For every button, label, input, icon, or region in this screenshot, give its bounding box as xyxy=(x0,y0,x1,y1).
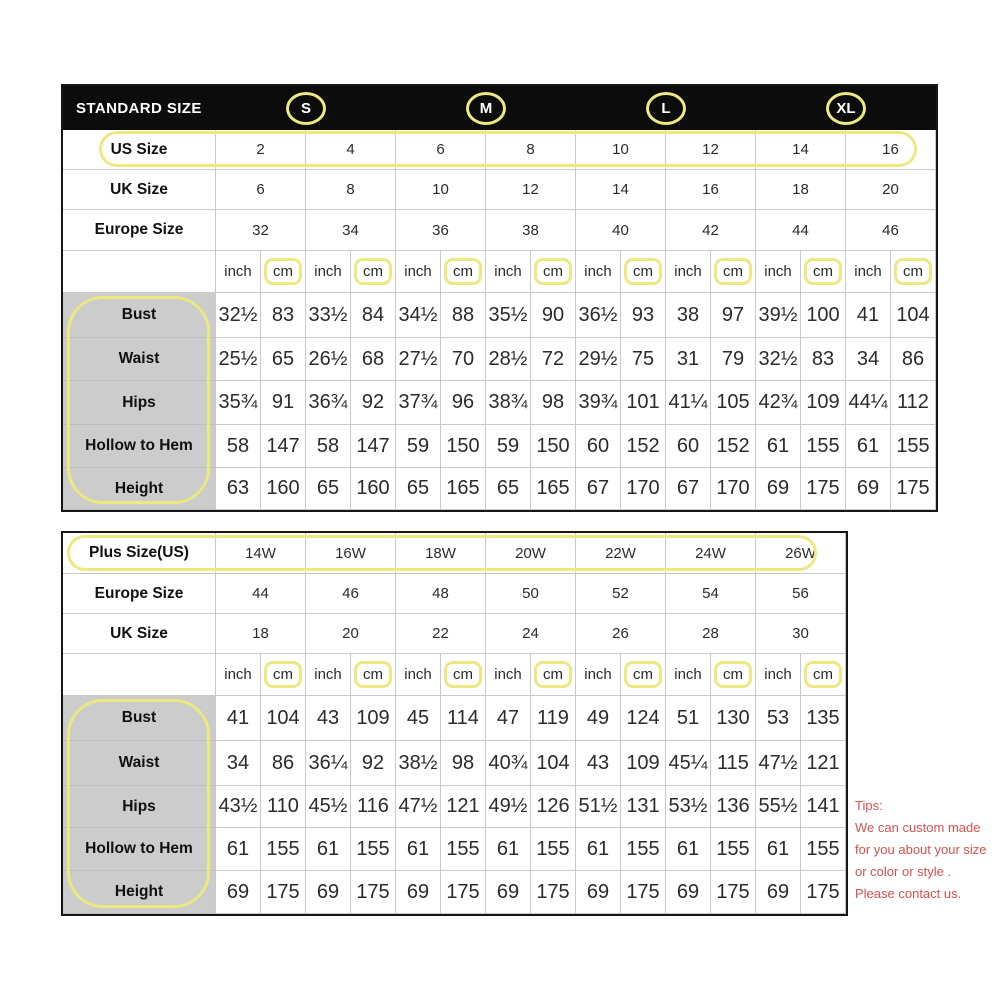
measure-cm-cell: 126 xyxy=(531,786,576,828)
unit-cm-cell xyxy=(621,251,666,293)
cm-highlight-ring: cm xyxy=(264,661,302,688)
unit-cm-cell xyxy=(531,654,576,696)
measure-inch-cell: 69 xyxy=(666,871,711,914)
measure-cm-cell: 92 xyxy=(351,381,396,425)
measure-cm-cell: 175 xyxy=(801,871,846,914)
measure-inch-cell: 67 xyxy=(666,468,711,510)
unit-inch-cell: inch xyxy=(576,251,621,293)
measure-cm-cell: 152 xyxy=(711,425,756,468)
unit-row-blank-cell xyxy=(63,251,216,293)
measure-cm-cell: 109 xyxy=(621,741,666,786)
measure-inch-cell: 61 xyxy=(216,828,261,871)
measure-cm-cell: 104 xyxy=(891,293,936,338)
measure-cm-cell: 86 xyxy=(891,338,936,381)
measure-inch-cell: 38¾ xyxy=(486,381,531,425)
measure-cm-cell: 97 xyxy=(711,293,756,338)
measure-inch-cell: 69 xyxy=(216,871,261,914)
unit-inch-cell: inch xyxy=(666,654,711,696)
measure-cm-cell: 70 xyxy=(441,338,486,381)
measure-inch-cell: 34 xyxy=(846,338,891,381)
measure-cm-cell: 175 xyxy=(621,871,666,914)
row-label-height: Height xyxy=(63,468,216,510)
size-value-cell: 8 xyxy=(306,170,396,210)
measure-inch-cell: 33½ xyxy=(306,293,351,338)
size-value-cell: 46 xyxy=(846,210,936,251)
row-label-hips: Hips xyxy=(63,786,216,828)
size-value-cell: 46 xyxy=(306,574,396,614)
measure-cm-cell: 90 xyxy=(531,293,576,338)
size-value-cell: 16 xyxy=(846,130,936,170)
measure-inch-cell: 47 xyxy=(486,696,531,741)
measure-inch-cell: 39¾ xyxy=(576,381,621,425)
measure-inch-cell: 42¾ xyxy=(756,381,801,425)
measure-cm-cell: 152 xyxy=(621,425,666,468)
measure-cm-cell: 165 xyxy=(441,468,486,510)
measure-cm-cell: 84 xyxy=(351,293,396,338)
measure-inch-cell: 43 xyxy=(576,741,621,786)
measure-cm-cell: 96 xyxy=(441,381,486,425)
measure-inch-cell: 32½ xyxy=(216,293,261,338)
measure-inch-cell: 37¾ xyxy=(396,381,441,425)
measure-cm-cell: 155 xyxy=(261,828,306,871)
size-group-cell-l xyxy=(576,86,756,130)
size-value-cell: 22W xyxy=(576,533,666,574)
unit-inch-cell: inch xyxy=(756,251,801,293)
measure-cm-cell: 110 xyxy=(261,786,306,828)
measure-inch-cell: 59 xyxy=(396,425,441,468)
measure-inch-cell: 47½ xyxy=(756,741,801,786)
measure-cm-cell: 79 xyxy=(711,338,756,381)
measure-cm-cell: 86 xyxy=(261,741,306,786)
measure-inch-cell: 61 xyxy=(846,425,891,468)
row-label-uk-size: UK Size xyxy=(63,170,216,210)
measure-inch-cell: 28½ xyxy=(486,338,531,381)
unit-cm-cell xyxy=(711,654,756,696)
measure-cm-cell: 165 xyxy=(531,468,576,510)
size-value-cell: 16 xyxy=(666,170,756,210)
measure-cm-cell: 83 xyxy=(261,293,306,338)
measure-inch-cell: 38 xyxy=(666,293,711,338)
measure-inch-cell: 69 xyxy=(396,871,441,914)
size-value-cell: 44 xyxy=(216,574,306,614)
measure-inch-cell: 55½ xyxy=(756,786,801,828)
measure-cm-cell: 170 xyxy=(711,468,756,510)
measure-cm-cell: 147 xyxy=(351,425,396,468)
tips-title: Tips: xyxy=(855,798,883,813)
measure-inch-cell: 61 xyxy=(486,828,531,871)
cm-highlight-ring: cm xyxy=(354,258,392,285)
measure-cm-cell: 65 xyxy=(261,338,306,381)
measure-inch-cell: 60 xyxy=(576,425,621,468)
measure-inch-cell: 40¾ xyxy=(486,741,531,786)
measure-inch-cell: 35¾ xyxy=(216,381,261,425)
measure-inch-cell: 61 xyxy=(576,828,621,871)
size-value-cell: 6 xyxy=(216,170,306,210)
measure-cm-cell: 121 xyxy=(801,741,846,786)
unit-inch-cell: inch xyxy=(486,654,531,696)
unit-cm-cell xyxy=(441,654,486,696)
measure-cm-cell: 114 xyxy=(441,696,486,741)
unit-cm-cell xyxy=(351,251,396,293)
measure-cm-cell: 150 xyxy=(441,425,486,468)
measure-inch-cell: 61 xyxy=(666,828,711,871)
unit-cm-cell xyxy=(891,251,936,293)
unit-row-blank-cell xyxy=(63,654,216,696)
measure-inch-cell: 51½ xyxy=(576,786,621,828)
cm-highlight-ring: cm xyxy=(264,258,302,285)
measure-cm-cell: 175 xyxy=(351,871,396,914)
size-value-cell: 26 xyxy=(576,614,666,654)
measure-cm-cell: 135 xyxy=(801,696,846,741)
standard-size-grid xyxy=(61,84,938,512)
measure-cm-cell: 175 xyxy=(711,871,756,914)
unit-cm-cell xyxy=(711,251,756,293)
size-value-cell: 10 xyxy=(396,170,486,210)
cm-highlight-ring: cm xyxy=(624,258,662,285)
measure-cm-cell: 155 xyxy=(531,828,576,871)
unit-cm-cell xyxy=(261,251,306,293)
measure-inch-cell: 63 xyxy=(216,468,261,510)
row-label-plus-size-us: Plus Size(US) xyxy=(63,533,216,574)
size-value-cell: 36 xyxy=(396,210,486,251)
unit-inch-cell: inch xyxy=(486,251,531,293)
measure-cm-cell: 104 xyxy=(531,741,576,786)
measure-cm-cell: 155 xyxy=(801,425,846,468)
row-label-hollow-to-hem: Hollow to Hem xyxy=(63,425,216,468)
measure-cm-cell: 130 xyxy=(711,696,756,741)
size-value-cell: 24 xyxy=(486,614,576,654)
measure-inch-cell: 44¼ xyxy=(846,381,891,425)
size-value-cell: 50 xyxy=(486,574,576,614)
measure-cm-cell: 155 xyxy=(621,828,666,871)
measure-cm-cell: 147 xyxy=(261,425,306,468)
row-label-waist: Waist xyxy=(63,741,216,786)
cm-highlight-ring: cm xyxy=(804,258,842,285)
measure-cm-cell: 105 xyxy=(711,381,756,425)
measure-cm-cell: 155 xyxy=(711,828,756,871)
unit-cm-cell xyxy=(801,654,846,696)
measure-cm-cell: 175 xyxy=(801,468,846,510)
measure-inch-cell: 61 xyxy=(306,828,351,871)
size-badge-m: M xyxy=(466,92,506,125)
measure-inch-cell: 29½ xyxy=(576,338,621,381)
size-value-cell: 12 xyxy=(666,130,756,170)
measure-cm-cell: 104 xyxy=(261,696,306,741)
size-value-cell: 20W xyxy=(486,533,576,574)
measure-cm-cell: 72 xyxy=(531,338,576,381)
row-label-bust: Bust xyxy=(63,696,216,741)
size-value-cell: 34 xyxy=(306,210,396,251)
row-label-height: Height xyxy=(63,871,216,914)
measure-inch-cell: 25½ xyxy=(216,338,261,381)
measure-inch-cell: 65 xyxy=(486,468,531,510)
measure-inch-cell: 59 xyxy=(486,425,531,468)
size-value-cell: 32 xyxy=(216,210,306,251)
measure-cm-cell: 155 xyxy=(351,828,396,871)
row-label-us-size: US Size xyxy=(63,130,216,170)
measure-cm-cell: 91 xyxy=(261,381,306,425)
cm-highlight-ring: cm xyxy=(714,661,752,688)
measure-inch-cell: 65 xyxy=(396,468,441,510)
unit-cm-cell xyxy=(351,654,396,696)
unit-cm-cell xyxy=(621,654,666,696)
measure-inch-cell: 26½ xyxy=(306,338,351,381)
size-value-cell: 54 xyxy=(666,574,756,614)
size-value-cell: 26W xyxy=(756,533,846,574)
size-value-cell: 14 xyxy=(756,130,846,170)
size-value-cell: 6 xyxy=(396,130,486,170)
tips-line-1: We can custom made xyxy=(855,820,981,835)
size-value-cell: 40 xyxy=(576,210,666,251)
size-value-cell: 42 xyxy=(666,210,756,251)
cm-highlight-ring: cm xyxy=(444,661,482,688)
unit-inch-cell: inch xyxy=(396,654,441,696)
size-value-cell: 8 xyxy=(486,130,576,170)
measure-inch-cell: 31 xyxy=(666,338,711,381)
size-group-cell-m xyxy=(396,86,576,130)
unit-cm-cell xyxy=(441,251,486,293)
size-value-cell: 52 xyxy=(576,574,666,614)
measure-inch-cell: 61 xyxy=(756,425,801,468)
size-value-cell: 28 xyxy=(666,614,756,654)
measure-cm-cell: 155 xyxy=(801,828,846,871)
measure-cm-cell: 83 xyxy=(801,338,846,381)
measure-inch-cell: 69 xyxy=(756,871,801,914)
measure-cm-cell: 155 xyxy=(891,425,936,468)
cm-highlight-ring: cm xyxy=(354,661,392,688)
row-label-hips: Hips xyxy=(63,381,216,425)
measure-cm-cell: 175 xyxy=(441,871,486,914)
measure-cm-cell: 98 xyxy=(441,741,486,786)
measure-inch-cell: 51 xyxy=(666,696,711,741)
size-value-cell: 16W xyxy=(306,533,396,574)
size-value-cell: 18W xyxy=(396,533,486,574)
cm-highlight-ring: cm xyxy=(534,258,572,285)
size-value-cell: 12 xyxy=(486,170,576,210)
tips-line-3: or color or style . xyxy=(855,864,952,879)
measure-inch-cell: 39½ xyxy=(756,293,801,338)
measure-inch-cell: 69 xyxy=(486,871,531,914)
measure-cm-cell: 131 xyxy=(621,786,666,828)
size-value-cell: 2 xyxy=(216,130,306,170)
measure-cm-cell: 175 xyxy=(891,468,936,510)
size-value-cell: 56 xyxy=(756,574,846,614)
standard-size-title: STANDARD SIZE xyxy=(63,86,216,130)
cm-highlight-ring: cm xyxy=(444,258,482,285)
measure-inch-cell: 38½ xyxy=(396,741,441,786)
size-badge-l: L xyxy=(646,92,686,125)
cm-highlight-ring: cm xyxy=(714,258,752,285)
measure-inch-cell: 61 xyxy=(396,828,441,871)
size-value-cell: 44 xyxy=(756,210,846,251)
unit-inch-cell: inch xyxy=(846,251,891,293)
measure-inch-cell: 67 xyxy=(576,468,621,510)
size-value-cell: 24W xyxy=(666,533,756,574)
custom-order-tips xyxy=(855,795,1000,905)
measure-cm-cell: 109 xyxy=(801,381,846,425)
measure-inch-cell: 34½ xyxy=(396,293,441,338)
row-label-bust: Bust xyxy=(63,293,216,338)
measure-cm-cell: 93 xyxy=(621,293,666,338)
unit-inch-cell: inch xyxy=(306,251,351,293)
measure-inch-cell: 61 xyxy=(756,828,801,871)
cm-highlight-ring: cm xyxy=(534,661,572,688)
size-value-cell: 38 xyxy=(486,210,576,251)
measure-cm-cell: 116 xyxy=(351,786,396,828)
unit-inch-cell: inch xyxy=(396,251,441,293)
measure-inch-cell: 36¼ xyxy=(306,741,351,786)
measure-inch-cell: 58 xyxy=(216,425,261,468)
measure-cm-cell: 136 xyxy=(711,786,756,828)
measure-inch-cell: 43½ xyxy=(216,786,261,828)
cm-highlight-ring: cm xyxy=(894,258,932,285)
measure-cm-cell: 92 xyxy=(351,741,396,786)
row-label-europe-size: Europe Size xyxy=(63,574,216,614)
measure-inch-cell: 27½ xyxy=(396,338,441,381)
size-value-cell: 20 xyxy=(846,170,936,210)
size-group-cell-s xyxy=(216,86,396,130)
unit-inch-cell: inch xyxy=(216,654,261,696)
size-value-cell: 14 xyxy=(576,170,666,210)
size-value-cell: 18 xyxy=(756,170,846,210)
size-value-cell: 10 xyxy=(576,130,666,170)
size-value-cell: 30 xyxy=(756,614,846,654)
plus-size-table xyxy=(61,531,848,916)
measure-cm-cell: 175 xyxy=(261,871,306,914)
measure-inch-cell: 49½ xyxy=(486,786,531,828)
measure-inch-cell: 36½ xyxy=(576,293,621,338)
measure-cm-cell: 170 xyxy=(621,468,666,510)
measure-cm-cell: 75 xyxy=(621,338,666,381)
measure-cm-cell: 155 xyxy=(441,828,486,871)
measure-cm-cell: 112 xyxy=(891,381,936,425)
size-badge-xl: XL xyxy=(826,92,866,125)
measure-cm-cell: 68 xyxy=(351,338,396,381)
tips-line-2: for you about your size xyxy=(855,842,987,857)
measure-inch-cell: 45¼ xyxy=(666,741,711,786)
unit-cm-cell xyxy=(261,654,306,696)
measure-cm-cell: 98 xyxy=(531,381,576,425)
measure-inch-cell: 45½ xyxy=(306,786,351,828)
measure-cm-cell: 109 xyxy=(351,696,396,741)
size-value-cell: 20 xyxy=(306,614,396,654)
measure-inch-cell: 60 xyxy=(666,425,711,468)
measure-inch-cell: 32½ xyxy=(756,338,801,381)
unit-cm-cell xyxy=(531,251,576,293)
measure-inch-cell: 69 xyxy=(756,468,801,510)
measure-cm-cell: 150 xyxy=(531,425,576,468)
measure-cm-cell: 101 xyxy=(621,381,666,425)
measure-cm-cell: 115 xyxy=(711,741,756,786)
measure-inch-cell: 36¾ xyxy=(306,381,351,425)
measure-inch-cell: 43 xyxy=(306,696,351,741)
unit-inch-cell: inch xyxy=(756,654,801,696)
measure-inch-cell: 35½ xyxy=(486,293,531,338)
measure-inch-cell: 45 xyxy=(396,696,441,741)
row-label-hollow-to-hem: Hollow to Hem xyxy=(63,828,216,871)
unit-inch-cell: inch xyxy=(216,251,261,293)
cm-highlight-ring: cm xyxy=(804,661,842,688)
measure-inch-cell: 47½ xyxy=(396,786,441,828)
measure-cm-cell: 88 xyxy=(441,293,486,338)
measure-inch-cell: 49 xyxy=(576,696,621,741)
plus-size-grid xyxy=(61,531,848,916)
measure-inch-cell: 58 xyxy=(306,425,351,468)
unit-cm-cell xyxy=(801,251,846,293)
measure-cm-cell: 175 xyxy=(531,871,576,914)
cm-highlight-ring: cm xyxy=(624,661,662,688)
measure-cm-cell: 119 xyxy=(531,696,576,741)
measure-cm-cell: 124 xyxy=(621,696,666,741)
size-value-cell: 4 xyxy=(306,130,396,170)
unit-inch-cell: inch xyxy=(306,654,351,696)
unit-inch-cell: inch xyxy=(666,251,711,293)
measure-inch-cell: 65 xyxy=(306,468,351,510)
size-group-cell-xl xyxy=(756,86,936,130)
measure-inch-cell: 41 xyxy=(846,293,891,338)
measure-cm-cell: 141 xyxy=(801,786,846,828)
measure-inch-cell: 53½ xyxy=(666,786,711,828)
measure-inch-cell: 34 xyxy=(216,741,261,786)
measure-inch-cell: 69 xyxy=(306,871,351,914)
measure-cm-cell: 160 xyxy=(261,468,306,510)
standard-size-table xyxy=(61,84,938,512)
measure-inch-cell: 69 xyxy=(846,468,891,510)
measure-inch-cell: 53 xyxy=(756,696,801,741)
tips-line-4: Please contact us. xyxy=(855,886,962,901)
measure-cm-cell: 121 xyxy=(441,786,486,828)
size-value-cell: 48 xyxy=(396,574,486,614)
measure-cm-cell: 160 xyxy=(351,468,396,510)
measure-cm-cell: 100 xyxy=(801,293,846,338)
size-badge-s: S xyxy=(286,92,326,125)
size-value-cell: 22 xyxy=(396,614,486,654)
row-label-uk-size: UK Size xyxy=(63,614,216,654)
row-label-europe-size: Europe Size xyxy=(63,210,216,251)
measure-inch-cell: 41¼ xyxy=(666,381,711,425)
size-value-cell: 18 xyxy=(216,614,306,654)
unit-inch-cell: inch xyxy=(576,654,621,696)
measure-inch-cell: 41 xyxy=(216,696,261,741)
size-value-cell: 14W xyxy=(216,533,306,574)
row-label-waist: Waist xyxy=(63,338,216,381)
measure-inch-cell: 69 xyxy=(576,871,621,914)
